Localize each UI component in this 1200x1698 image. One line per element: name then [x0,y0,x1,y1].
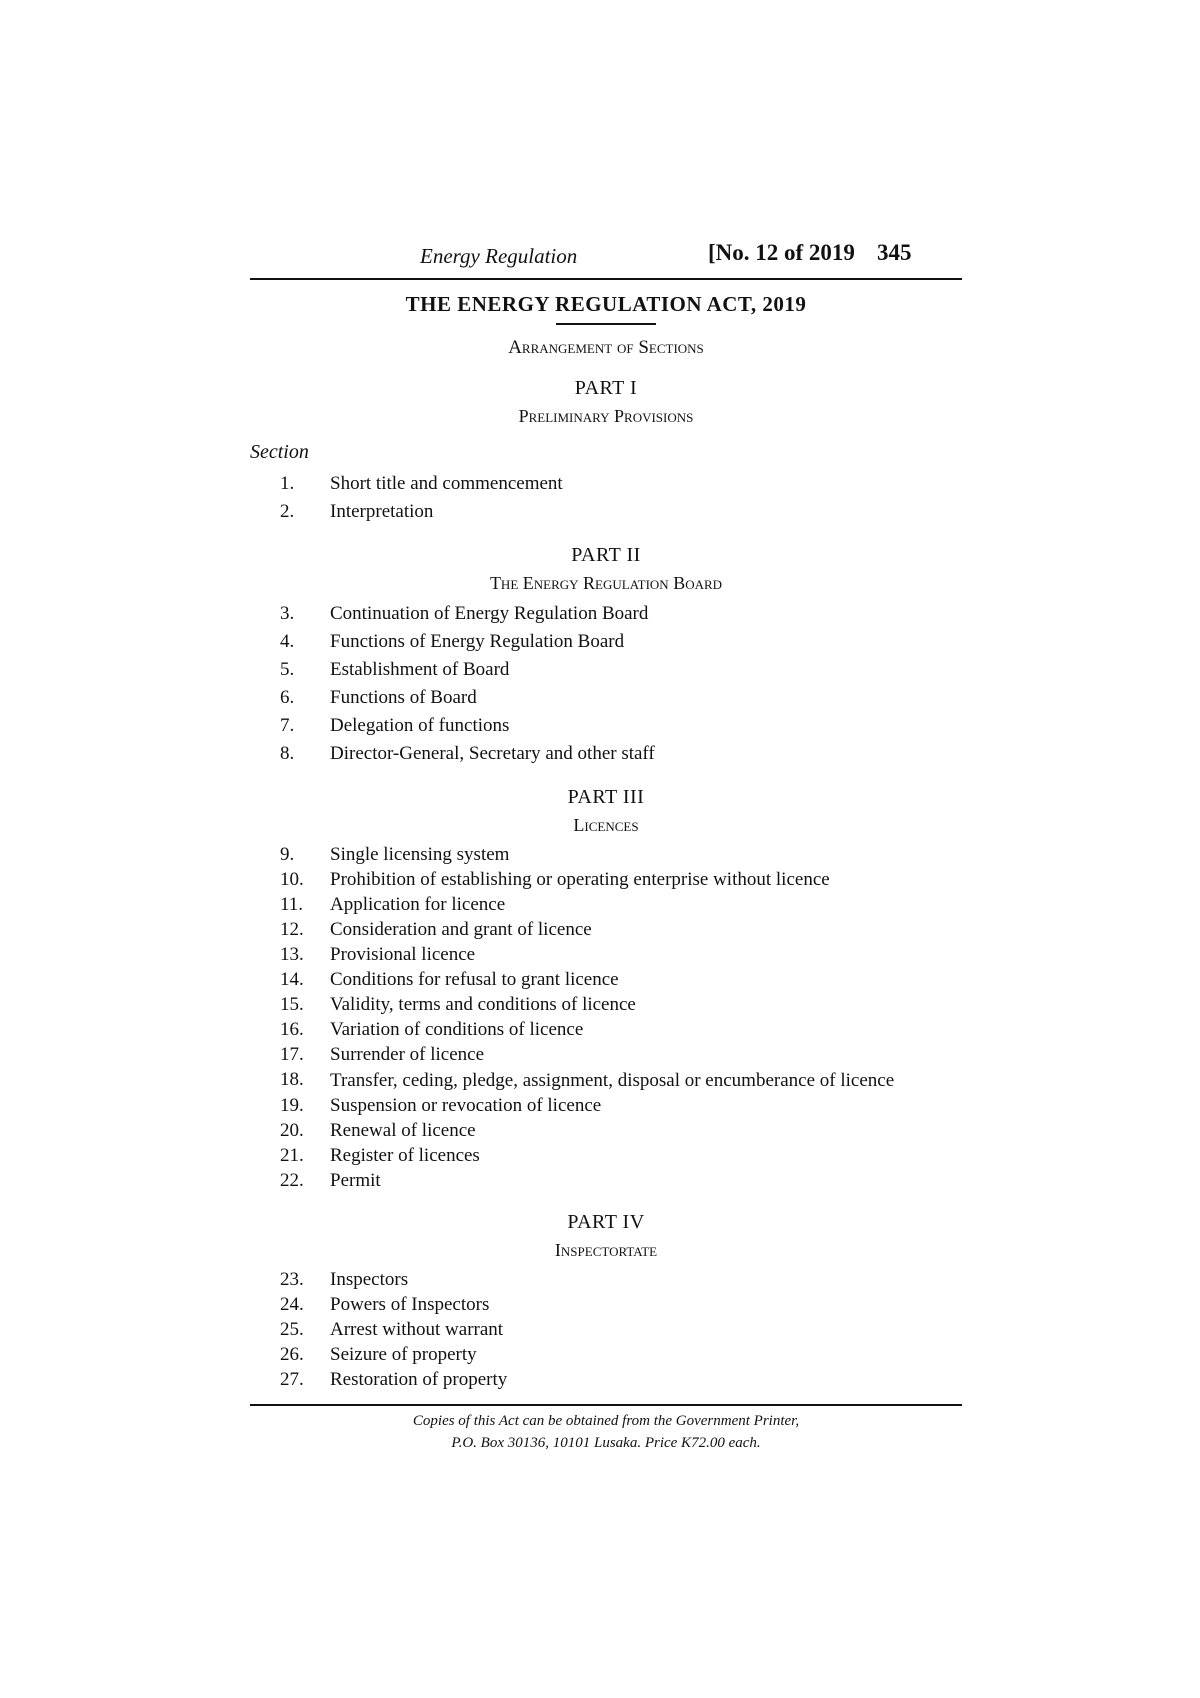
section-number: 21. [280,1145,304,1166]
section-number: 2. [280,501,295,522]
section-number: 14. [280,969,304,990]
section-title: Establishment of Board [330,659,510,680]
section-number: 18. [280,1069,304,1090]
title-rule [556,323,656,325]
section-column-label: Section [250,441,309,463]
section-title: Inspectors [330,1269,409,1290]
section-number: 10. [280,869,304,890]
section-number: 17. [280,1044,304,1065]
section-title: Provisional licence [330,944,476,965]
section-number: 23. [280,1269,304,1290]
section-title: Consideration and grant of licence [330,919,592,940]
section-row [250,712,962,740]
part-heading: PART III [567,786,645,808]
section-title: Interpretation [330,501,434,522]
section-title: Permit [330,1170,381,1191]
document-page [250,238,962,1454]
section-number: 24. [280,1294,304,1315]
part-subtitle: Licences [573,815,639,835]
section-title: Application for licence [330,894,506,915]
section-row [250,1367,962,1392]
running-header [250,238,962,280]
part-subtitle: Inspectortate [554,1240,658,1260]
part-heading: PART I [574,377,638,399]
section-row [250,656,962,684]
section-title: Register of licences [330,1145,480,1166]
section-row [250,1118,962,1143]
section-list [250,842,962,1193]
act-number: [No. 12 of 2019 [708,240,855,265]
section-row [250,1168,962,1193]
section-row [250,942,962,967]
section-row [250,1093,962,1118]
section-row [250,1292,962,1317]
section-number: 3. [280,603,295,624]
section-title: Variation of conditions of licence [330,1019,584,1040]
section-title: Single licensing system [330,844,510,865]
section-row [250,498,962,526]
part-subtitle: Preliminary Provisions [518,406,694,426]
act-title: THE ENERGY REGULATION ACT, 2019 [405,292,807,316]
section-title: Suspension or revocation of licence [330,1095,602,1116]
section-title: Validity, terms and conditions of licence [330,994,636,1015]
section-number: 12. [280,919,304,940]
section-number: 8. [280,743,295,764]
section-number: 13. [280,944,304,965]
section-title: Renewal of licence [330,1120,476,1141]
section-row [250,628,962,656]
section-row [250,992,962,1017]
section-title: Continuation of Energy Regulation Board [330,603,649,624]
section-list [250,600,962,768]
section-title: Restoration of property [330,1369,508,1390]
section-row [250,1143,962,1168]
section-row [250,684,962,712]
footer-rule [250,1404,962,1406]
section-row [250,1267,962,1292]
footer-line: Copies of this Act can be obtained from the Government Printer, [412,1413,800,1429]
section-number: 25. [280,1319,304,1340]
section-title: Director-General, Secretary and other staff [330,743,655,764]
section-number: 22. [280,1170,304,1191]
section-title: Surrender of licence [330,1044,485,1065]
section-row [250,600,962,628]
arrangement-heading: Arrangement of Sections [508,337,704,358]
section-row [250,1017,962,1042]
section-number: 7. [280,715,295,736]
part-heading: PART II [571,544,641,566]
section-number: 6. [280,687,295,708]
section-row [250,1067,962,1093]
section-row [250,842,962,867]
section-title: Powers of Inspectors [330,1294,490,1315]
section-row [250,967,962,992]
section-row [250,1342,962,1367]
section-number: 19. [280,1095,304,1116]
footer-note [250,1410,962,1454]
section-list [250,470,962,526]
section-title: Delegation of functions [330,715,510,736]
section-title: Arrest without warrant [330,1319,504,1340]
section-number: 11. [280,894,304,915]
section-number: 27. [280,1369,304,1390]
section-number: 5. [280,659,295,680]
section-number: 9. [280,844,295,865]
part-heading: PART IV [567,1211,645,1233]
running-title: Energy Regulation [420,244,578,268]
page-number: 345 [876,240,912,265]
section-title: Short title and commencement [330,473,563,494]
section-title: Prohibition of establishing or operating enterprise without licence [330,869,830,890]
section-title: Seizure of property [330,1344,477,1365]
section-row [250,1042,962,1067]
section-title: Conditions for refusal to grant licence [330,969,619,990]
section-title: Transfer, ceding, pledge, assignment, disposal or encumberance of licence [330,1070,895,1091]
section-row [250,740,962,768]
section-number: 26. [280,1344,304,1365]
section-number: 15. [280,994,304,1015]
section-title: Functions of Energy Regulation Board [330,631,625,652]
section-row [250,917,962,942]
section-list [250,1267,962,1392]
section-number: 1. [280,473,295,494]
act-number-and-page [708,240,911,266]
section-number: 16. [280,1019,304,1040]
section-title: Functions of Board [330,687,477,708]
part-subtitle: The Energy Regulation Board [489,573,723,593]
section-number: 4. [280,631,295,652]
section-number: 20. [280,1120,304,1141]
section-row [250,892,962,917]
section-row [250,470,962,498]
section-row [250,1317,962,1342]
footer-line: P.O. Box 30136, 10101 Lusaka. Price K72.00 each. [451,1435,761,1451]
section-row [250,867,962,892]
